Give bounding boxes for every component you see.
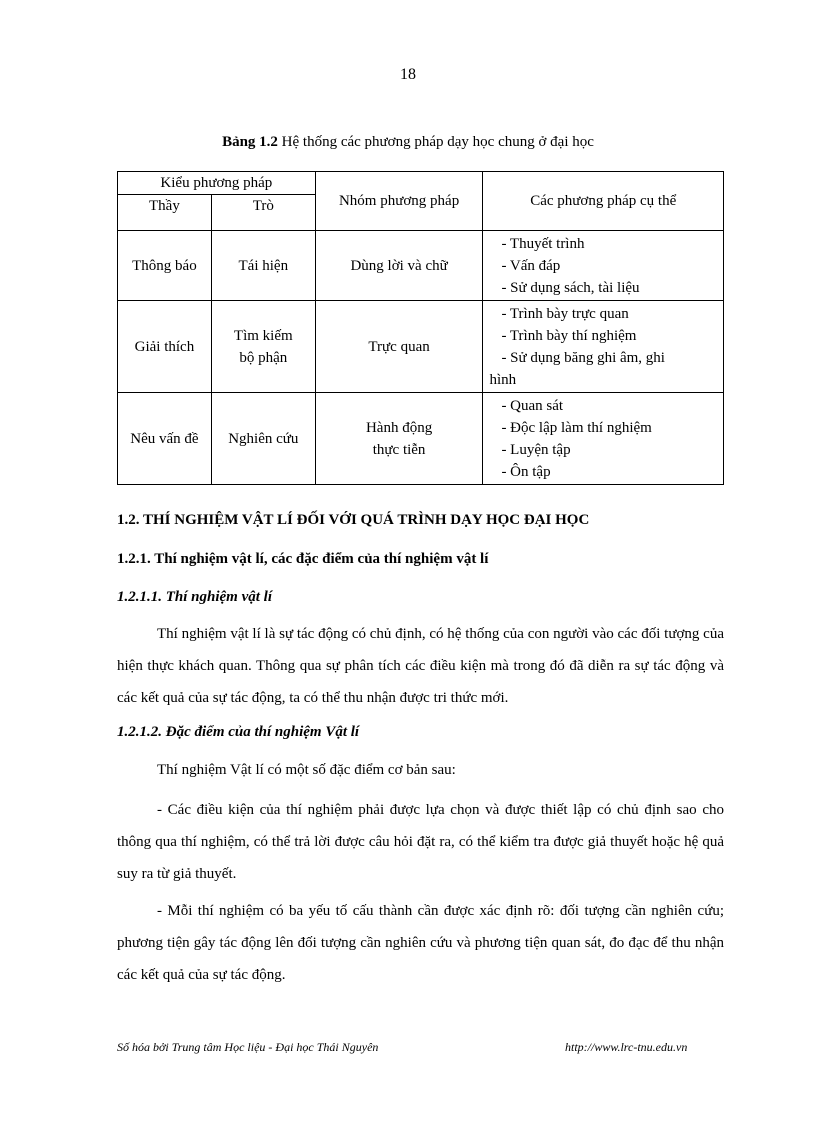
method-item: - Ôn tập	[501, 463, 551, 480]
method-item: - Độc lập làm thí nghiệm	[501, 419, 652, 436]
paragraph-text: Thí nghiệm vật lí là sự tác động có chủ định, có hệ thống của con người vào các đối tượng của hiện thực khách quan. Thông qua sự phân tích các điều kiện mà trong đó đã diễn ra sự tác động và các kết quả của sự tác động, ta có thể thu nhận được tri thức mới.	[117, 626, 724, 706]
cell-teacher: Giải thích	[118, 301, 212, 393]
table-row	[118, 231, 724, 301]
caption-text: Hệ thống các phương pháp dạy học chung ở đại học	[277, 134, 594, 150]
method-item: - Vấn đáp	[501, 257, 561, 274]
method-item: - Quan sát	[501, 397, 564, 414]
table-row	[118, 393, 724, 485]
page-number: 18	[400, 66, 416, 83]
method-item: - Thuyết trình	[501, 235, 585, 252]
paragraph-elements	[117, 895, 724, 991]
section-heading-1-2-1: 1.2.1. Thí nghiệm vật lí, các đặc điểm của thí nghiệm vật lí	[117, 551, 489, 567]
cell-student: Nghiên cứu	[211, 393, 315, 485]
paragraph-text: Thí nghiệm Vật lí có một số đặc điểm cơ bản sau:	[157, 762, 456, 778]
cell-student: Tái hiện	[211, 231, 315, 301]
cell-methods	[483, 393, 724, 485]
table-caption	[0, 134, 816, 151]
section-heading-1-2: 1.2. THÍ NGHIỆM VẬT LÍ ĐỐI VỚI QUÁ TRÌNH DẠY HỌC ĐẠI HỌC	[117, 512, 590, 528]
paragraph-intro	[117, 754, 724, 786]
paragraph-definition	[117, 618, 724, 714]
method-item: - Sử dụng sách, tài liệu	[501, 279, 640, 296]
header-student: Trò	[211, 195, 315, 231]
cell-student-line: Tìm kiếm	[233, 327, 293, 344]
table-row	[118, 301, 724, 393]
methods-table	[117, 171, 724, 485]
cell-group	[315, 393, 483, 485]
cell-group: Trực quan	[315, 301, 483, 393]
footer-source: Số hóa bởi Trung tâm Học liệu - Đại học Thái Nguyên	[117, 1040, 379, 1054]
header-method-type: Kiểu phương pháp	[118, 172, 316, 195]
header-group-method: Nhóm phương pháp	[315, 172, 483, 231]
paragraph-conditions	[117, 794, 724, 890]
cell-teacher: Thông báo	[118, 231, 212, 301]
header-specific-methods: Các phương pháp cụ thể	[483, 172, 724, 231]
cell-student-line: bộ phận	[239, 349, 288, 366]
method-item: - Sử dụng băng ghi âm, ghi	[501, 349, 665, 366]
cell-methods	[483, 301, 724, 393]
footer-url: http://www.lrc-tnu.edu.vn	[565, 1040, 688, 1054]
method-item: - Trình bày trực quan	[501, 305, 629, 322]
cell-methods	[483, 231, 724, 301]
section-heading-1-2-1-2: 1.2.1.2. Đặc điểm của thí nghiệm Vật lí	[117, 724, 360, 740]
caption-label: Bảng 1.2	[222, 134, 278, 150]
method-item: - Trình bày thí nghiệm	[501, 327, 637, 344]
cell-group: Dùng lời và chữ	[315, 231, 483, 301]
table-header-row	[118, 172, 724, 195]
cell-teacher: Nêu vấn đề	[118, 393, 212, 485]
section-heading-1-2-1-1: 1.2.1.1. Thí nghiệm vật lí	[117, 589, 273, 605]
method-item-wrap: hình	[489, 371, 517, 388]
paragraph-text: - Mỗi thí nghiệm có ba yếu tố cấu thành cần được xác định rõ: đối tượng cần nghiên cứu; phương tiện gây tác động lên đối tượng cần nghiên cứu và phương tiện quan sát, đo đạc để thu nhận các kết quả của sự tác động.	[117, 903, 724, 983]
cell-group-line: Hành động	[365, 419, 433, 436]
paragraph-text: - Các điều kiện của thí nghiệm phải được lựa chọn và được thiết lập có chủ định sao cho thông qua thí nghiệm, có thể trả lời được câu hỏi đặt ra, có thể kiểm tra được giả thuyết hoặc hệ quả suy ra từ giả thuyết.	[117, 802, 724, 882]
cell-group-line: thực tiễn	[372, 441, 426, 458]
header-teacher: Thầy	[118, 195, 212, 231]
cell-student	[211, 301, 315, 393]
method-item: - Luyện tập	[501, 441, 571, 458]
